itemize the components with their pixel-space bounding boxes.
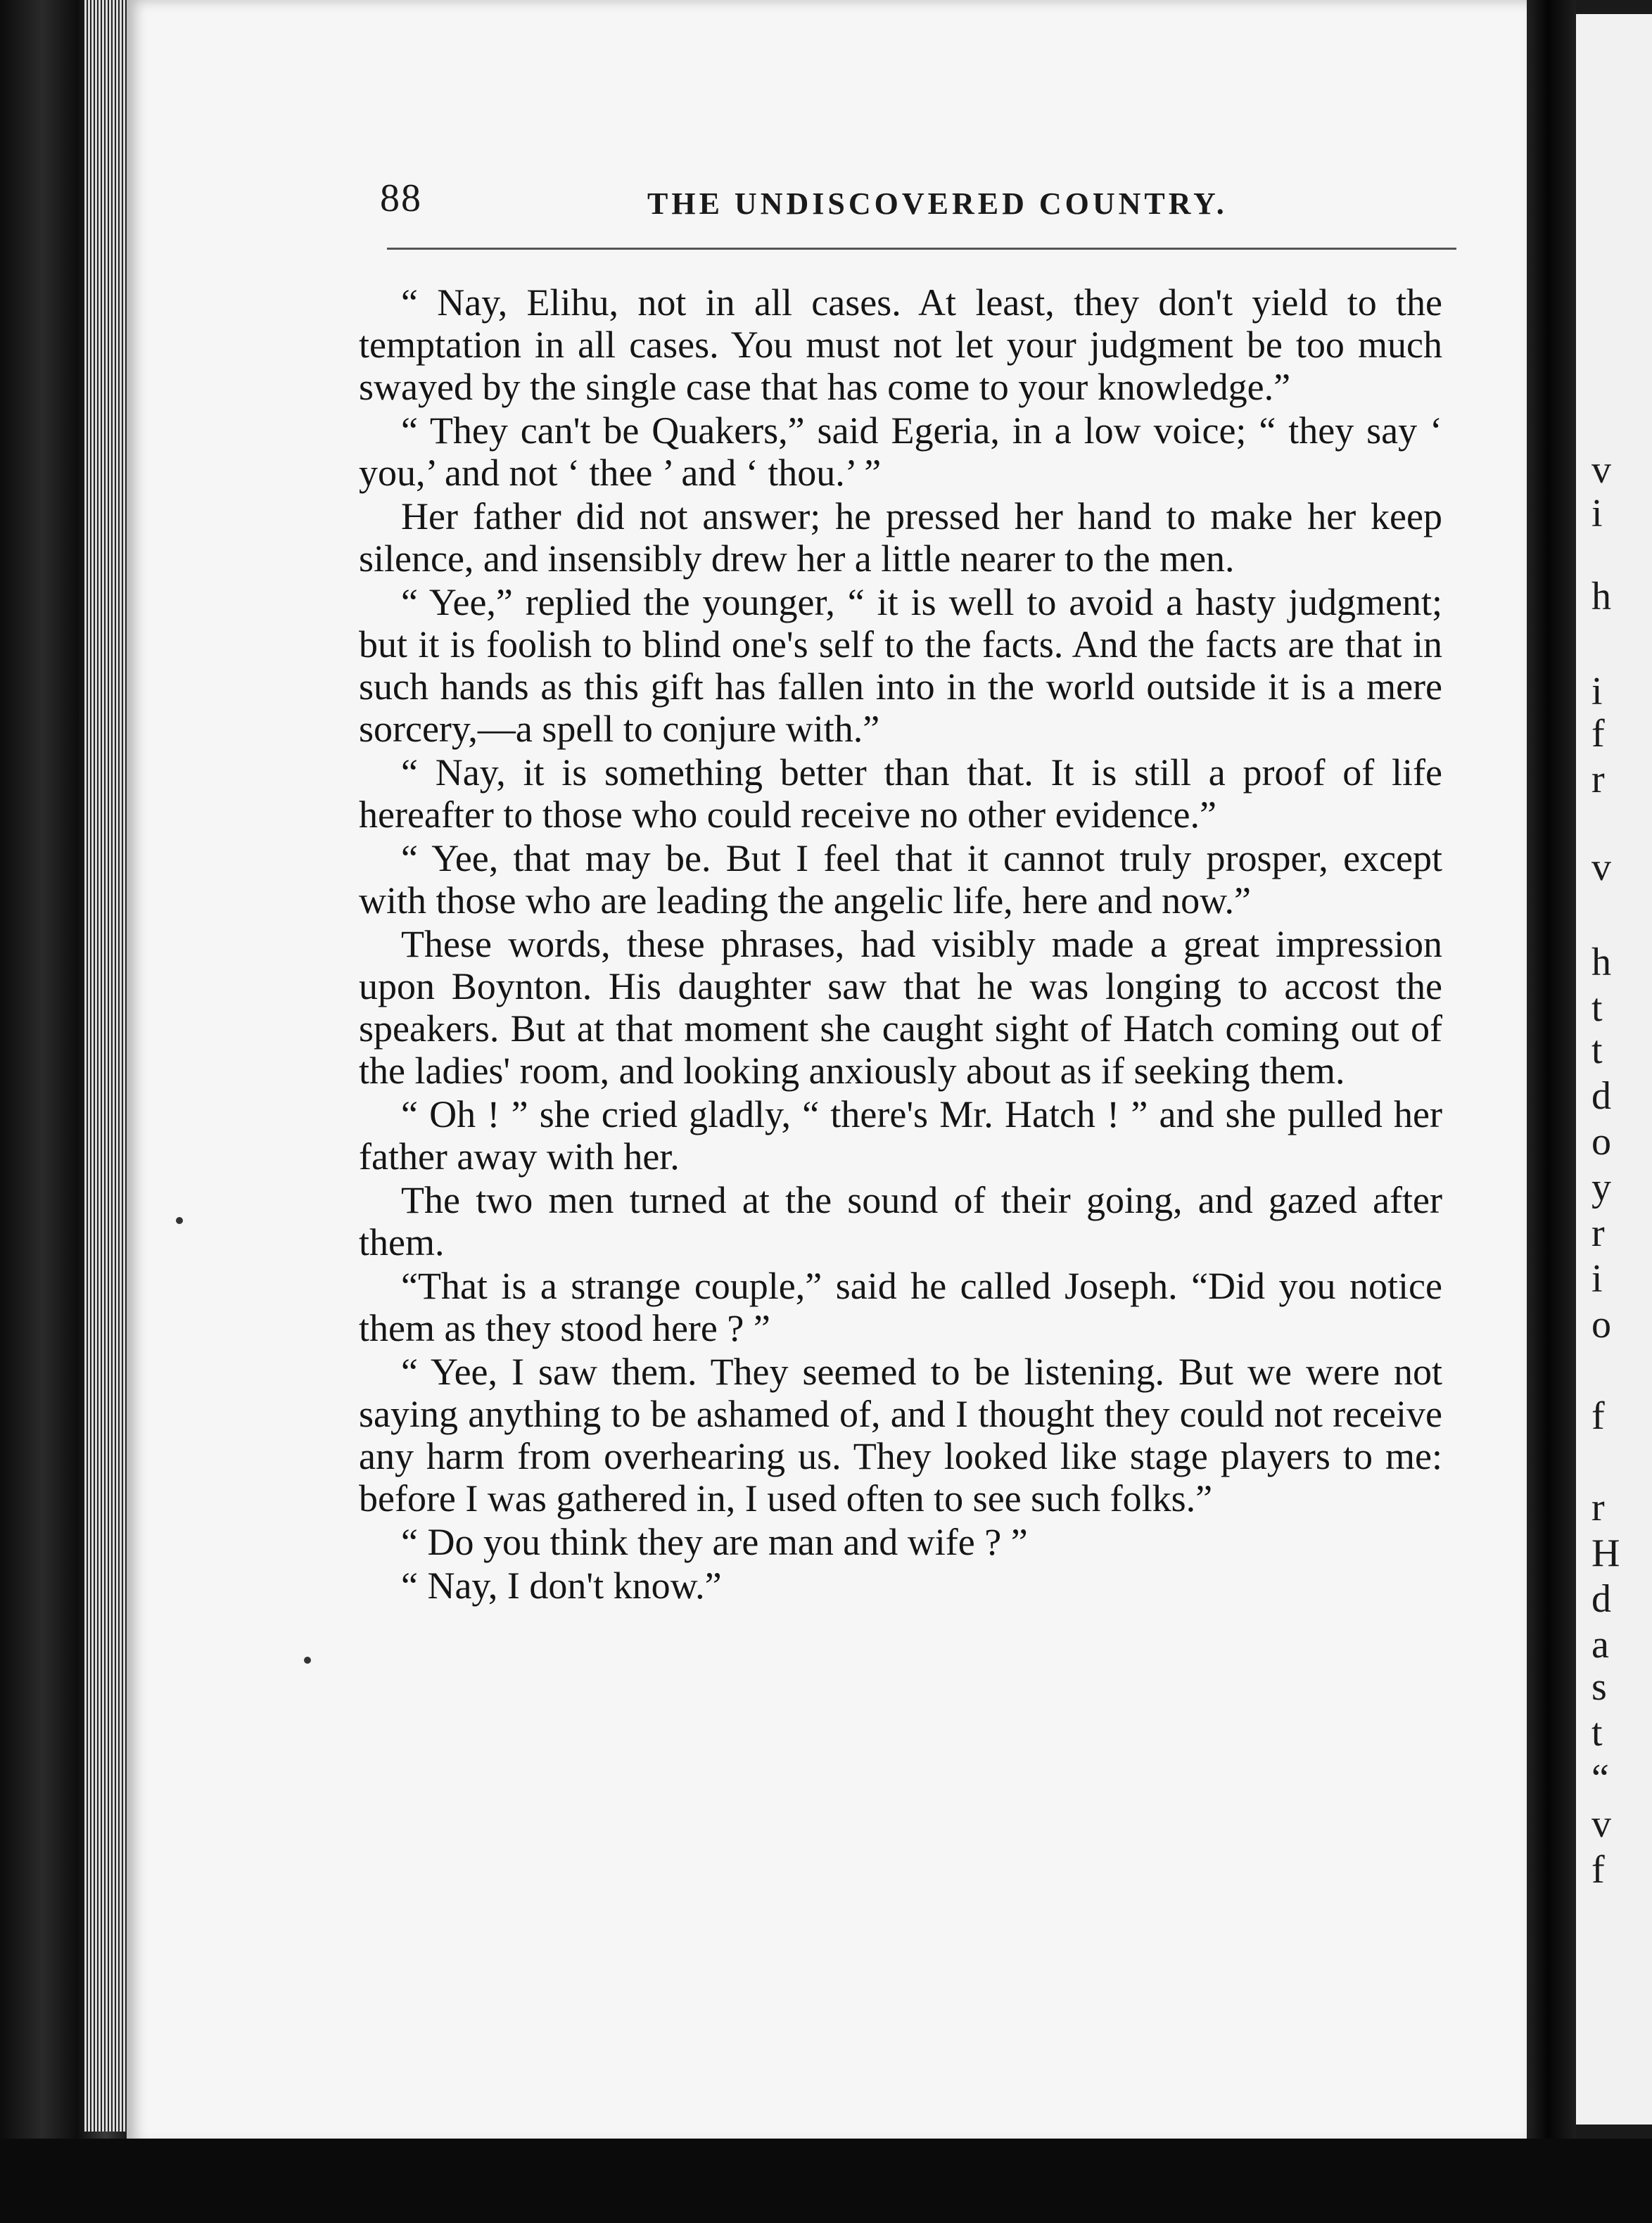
paragraph: “ Nay, it is something better than that. It is still a proof of life hereafter to those who could receive no other evidence.”: [359, 751, 1442, 836]
paragraph: “ Nay, Elihu, not in all cases. At least, they don't yield to the temptation in all cases. You must not let your judgment be too much swayed by the single case that has come to your knowledge.”: [359, 281, 1442, 408]
facing-page-fragment: o: [1591, 1303, 1611, 1346]
page-number: 88: [380, 177, 422, 220]
facing-page-fragment: f: [1591, 1848, 1605, 1892]
facing-page-fragment: v: [1591, 846, 1611, 889]
facing-page-fragment: o: [1591, 1120, 1611, 1164]
facing-page-fragment: f: [1591, 712, 1605, 756]
facing-page-fragment: t: [1591, 986, 1603, 1030]
paragraph: “ Nay, I don't know.”: [401, 1565, 722, 1607]
paragraph: “ They can't be Quakers,” said Egeria, in a low voice; “ they say ‘ you,’ and not ‘ thee ’ and ‘ thou.’ ”: [359, 409, 1442, 494]
bottom-shadow: [0, 2139, 1652, 2223]
paragraph: “ Yee, that may be. But I feel that it cannot truly prosper, except with those who are leading the angelic life, here and now.”: [359, 837, 1442, 922]
facing-page-fragment: v: [1591, 448, 1611, 492]
facing-page: [1576, 14, 1652, 2125]
facing-page-fragment: i: [1591, 670, 1603, 713]
facing-page-fragment: H: [1591, 1531, 1620, 1575]
book-gutter: [1527, 0, 1576, 2223]
facing-page-fragment: h: [1591, 575, 1611, 618]
paragraph: Her father did not answer; he pressed her hand to make her keep silence, and insensibly drew her a little nearer to the men.: [359, 495, 1442, 580]
facing-page-fragment: d: [1591, 1577, 1611, 1621]
facing-page-fragment: y: [1591, 1166, 1611, 1209]
facing-page-fragment: f: [1591, 1394, 1605, 1438]
ink-speck: [304, 1657, 311, 1664]
header-rule: [387, 248, 1456, 250]
facing-page-fragment: i: [1591, 1257, 1603, 1301]
facing-page-fragment: h: [1591, 941, 1611, 984]
facing-page-fragment: i: [1591, 492, 1603, 535]
ink-speck: [176, 1217, 183, 1224]
paragraph: “ Yee,” replied the younger, “ it is well to avoid a hasty judgment; but it is foolish to blind one's self to the facts. And the facts are that in such hands as this gift has fallen into in the world outside it is a mere sorcery,—a spell to conjure with.”: [359, 581, 1442, 750]
facing-page-fragment: r: [1591, 1486, 1605, 1529]
facing-page-fragment: “: [1591, 1757, 1609, 1800]
paragraph: “ Oh ! ” she cried gladly, “ there's Mr. Hatch ! ” and she pulled her father away with her.: [359, 1093, 1442, 1178]
body-text: [359, 281, 1442, 1608]
facing-page-fragment: t: [1591, 1711, 1603, 1754]
paragraph: The two men turned at the sound of their going, and gazed after them.: [359, 1179, 1442, 1263]
facing-page-fragment: r: [1591, 1211, 1605, 1255]
facing-page-fragment: r: [1591, 758, 1605, 801]
facing-page-fragment: d: [1591, 1074, 1611, 1118]
paragraph: “ Do you think they are man and wife ? ”: [401, 1521, 1028, 1563]
paragraph: “That is a strange couple,” said he called Joseph. “Did you notice them as they stood here ? ”: [359, 1265, 1442, 1349]
facing-page-fragment: s: [1591, 1665, 1607, 1709]
page-header: [380, 176, 1463, 232]
facing-page-fragment: t: [1591, 1028, 1603, 1072]
paragraph: These words, these phrases, had visibly made a great impression upon Boynton. His daughter saw that he was longing to accost the speakers. But at that moment she caught sight of Hatch coming out of the ladies' room, and looking anxiously about as if seeking them.: [359, 923, 1442, 1092]
running-title: THE UNDISCOVERED COUNTRY.: [647, 186, 1228, 221]
paragraph: “ Yee, I saw them. They seemed to be listening. But we were not saying anything to be ashamed of, and I thought they could not receive any harm from overhearing us. They looked like stage players to me: before I was gathered in, I used often to see such folks.”: [359, 1351, 1442, 1520]
facing-page-fragment: a: [1591, 1623, 1609, 1667]
facing-page-fragment: v: [1591, 1802, 1611, 1846]
